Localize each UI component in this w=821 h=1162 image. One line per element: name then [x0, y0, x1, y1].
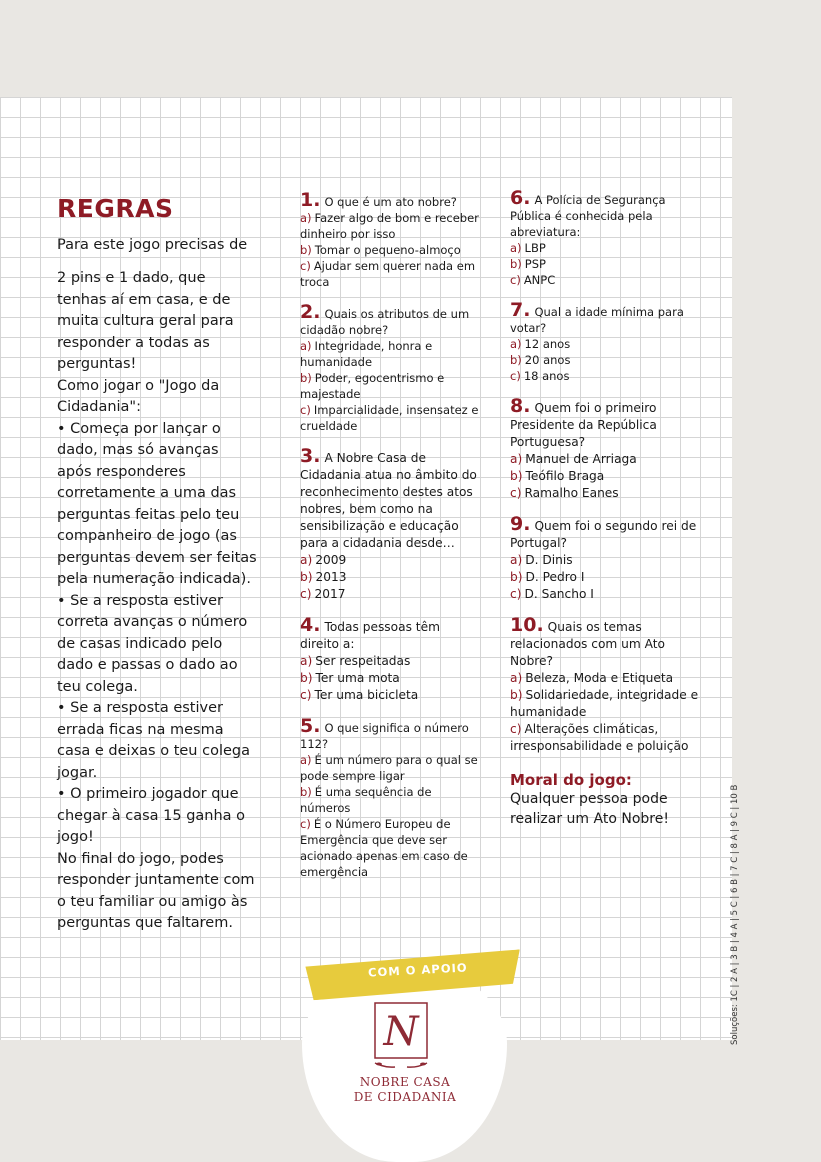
option	[510, 569, 700, 586]
option	[510, 721, 700, 755]
option-letter: a)	[510, 671, 523, 685]
option-letter: b)	[300, 570, 313, 584]
option	[510, 468, 700, 485]
option-text: Beleza, Moda e Etiqueta	[525, 671, 674, 685]
option-text: 2013	[315, 570, 347, 584]
question-10	[510, 614, 700, 755]
question-number: 7.	[510, 299, 531, 321]
question-number: 4.	[300, 614, 321, 636]
option-letter: a)	[510, 452, 523, 466]
question-text: A Nobre Casa de Cidadania atua no âmbito do reconhecimento destes atos nobres, bem como na sensibilização e educação para a cidadania desde…	[300, 451, 477, 550]
option-letter: a)	[510, 241, 522, 255]
svg-text:N: N	[383, 1009, 419, 1055]
option-text: D. Sancho I	[524, 587, 594, 601]
question-text: Todas pessoas têm direito a:	[300, 620, 440, 651]
question-8	[510, 395, 700, 502]
option	[300, 670, 480, 687]
option-letter: c)	[300, 259, 311, 273]
option-letter: b)	[300, 785, 312, 799]
solutions-text: Soluções: 1C | 2 A | 3 B | 4 A | 5 C | 6 B | 7 C | 8 A | 9 C | 10 B	[730, 784, 740, 1045]
option	[510, 687, 700, 721]
option	[300, 653, 480, 670]
option-letter: a)	[300, 753, 312, 767]
moral-text: Qualquer pessoa pode realizar um Ato Nobre!	[510, 791, 669, 827]
question-number: 10.	[510, 614, 544, 636]
question-text: Quem foi o segundo rei de Portugal?	[510, 519, 697, 550]
option	[300, 370, 480, 402]
option	[510, 552, 700, 569]
question-text: Qual a idade mínima para votar?	[510, 305, 684, 335]
option-text: Alterações climáticas, irresponsabilidade e poluição	[510, 722, 689, 753]
option-letter: b)	[300, 371, 312, 385]
option-text: É um número para o qual se pode sempre ligar	[300, 753, 478, 783]
option-text: Teófilo Braga	[525, 469, 605, 483]
question-9	[510, 513, 700, 603]
question-text: Quais os atributos de um cidadão nobre?	[300, 307, 470, 337]
option-text: Tomar o pequeno-almoço	[314, 243, 461, 257]
question-number: 8.	[510, 395, 531, 417]
option-text: Fazer algo de bom e receber dinheiro por isso	[300, 211, 479, 241]
option	[510, 272, 700, 288]
option-letter: c)	[300, 587, 312, 601]
rules-body: 2 pins e 1 dado, que tenhas aí em casa, e de muita cultura geral para responder a todas as perguntas! Como jogar o "Jogo da Cidadania": • Começa por lançar o dado, mas só avanças após responderes corretamente a uma das perguntas feitas pelo teu companheiro de jogo (as perguntas devem ser feitas pela numeração indicada). • Se a resposta estiver correta avanças o número de casas indicado pelo dado e passas o dado ao teu colega. • Se a resposta estiver errada ficas na mesma casa e deixas o teu colega jogar. • O primeiro jogador que chegar à casa 15 ganha o jogo! No final do jogo, podes responder juntamente com o teu familiar ou amigo às perguntas que faltarem.	[57, 270, 257, 931]
option	[510, 240, 700, 256]
option-letter: b)	[510, 353, 522, 367]
option	[300, 816, 480, 880]
question-7	[510, 299, 700, 384]
question-number: 9.	[510, 513, 531, 535]
option-letter: c)	[510, 722, 522, 736]
question-number: 2.	[300, 301, 321, 323]
question-text: Quem foi o primeiro Presidente da República Portuguesa?	[510, 401, 657, 449]
option-text: É o Número Europeu de Emergência que deve ser acionado apenas em caso de emergência	[300, 817, 468, 879]
option-text: É uma sequência de números	[300, 785, 432, 815]
questions-column-1	[300, 189, 480, 894]
option-text: 18 anos	[523, 369, 570, 383]
option	[510, 256, 700, 272]
option-letter: c)	[300, 403, 311, 417]
rules-title: REGRAS	[57, 194, 174, 223]
option-letter: b)	[510, 257, 522, 271]
option	[510, 368, 700, 384]
rules-column	[57, 194, 257, 935]
rules-intro: Para este jogo precisas de	[57, 237, 248, 253]
option-text: D. Pedro I	[525, 570, 585, 584]
option-letter: c)	[300, 817, 311, 831]
option-letter: a)	[510, 553, 523, 567]
question-5	[300, 715, 480, 880]
option-letter: b)	[510, 688, 523, 702]
option	[300, 784, 480, 816]
option-letter: c)	[510, 486, 522, 500]
option-letter: b)	[510, 570, 523, 584]
option-text: 2017	[314, 587, 346, 601]
option-letter: c)	[510, 273, 521, 287]
option	[300, 569, 480, 586]
option	[300, 210, 480, 242]
question-text: O que é um ato nobre?	[324, 195, 457, 209]
option-text: Ser respeitadas	[315, 654, 411, 668]
option	[510, 586, 700, 603]
question-number: 1.	[300, 189, 321, 211]
option	[510, 336, 700, 352]
question-text: A Polícia de Segurança Pública é conhecida pela abreviatura:	[510, 193, 666, 239]
option	[300, 586, 480, 603]
option-letter: b)	[510, 469, 523, 483]
option	[300, 402, 480, 434]
moral-title: Moral do jogo:	[510, 771, 632, 789]
option-text: Imparcialidade, insensatez e crueldade	[300, 403, 479, 433]
option	[300, 687, 480, 704]
option-letter: a)	[300, 211, 312, 225]
option-text: Ter uma bicicleta	[314, 688, 419, 702]
option-letter: a)	[300, 654, 313, 668]
option	[300, 752, 480, 784]
question-number: 5.	[300, 715, 321, 737]
option-text: 12 anos	[524, 337, 571, 351]
option-text: LBP	[524, 241, 546, 255]
option-letter: a)	[300, 339, 312, 353]
question-2	[300, 301, 480, 434]
questions-column-2	[510, 187, 700, 829]
option	[300, 258, 480, 290]
option-text: Solidariedade, integridade e humanidade	[510, 688, 699, 719]
option	[510, 352, 700, 368]
question-1	[300, 189, 480, 290]
option-letter: a)	[300, 553, 313, 567]
question-3	[300, 445, 480, 603]
option	[510, 485, 700, 502]
option	[300, 338, 480, 370]
option-text: ANPC	[523, 273, 556, 287]
option	[510, 670, 700, 687]
option-text: Integridade, honra e humanidade	[300, 339, 433, 369]
option-text: D. Dinis	[525, 553, 573, 567]
logo-text-line1: NOBRE CASA	[359, 1075, 451, 1089]
option	[300, 242, 480, 258]
option-letter: b)	[300, 671, 313, 685]
option	[300, 552, 480, 569]
option-text: 2009	[315, 553, 347, 567]
option-text: Ramalho Eanes	[524, 486, 619, 500]
question-number: 6.	[510, 187, 531, 209]
option-letter: b)	[300, 243, 312, 257]
logo-text-line2: DE CIDADANIA	[353, 1090, 457, 1104]
support-ribbon-label: COM O APOIO	[367, 960, 468, 980]
option	[510, 451, 700, 468]
question-4	[300, 614, 480, 704]
option-letter: a)	[510, 337, 522, 351]
option-text: PSP	[524, 257, 546, 271]
option-letter: c)	[510, 369, 521, 383]
option-text: 20 anos	[524, 353, 571, 367]
option-text: Ter uma mota	[315, 671, 400, 685]
option-text: Manuel de Arriaga	[525, 452, 637, 466]
option-letter: c)	[300, 688, 312, 702]
option-text: Poder, egocentrismo e majestade	[300, 371, 445, 401]
question-number: 3.	[300, 445, 321, 467]
question-6	[510, 187, 700, 288]
question-text: O que significa o número 112?	[300, 721, 469, 751]
option-letter: c)	[510, 587, 522, 601]
question-text: Quais os temas relacionados com um Ato Nobre?	[510, 620, 665, 668]
option-text: Ajudar sem querer nada em troca	[300, 259, 476, 289]
